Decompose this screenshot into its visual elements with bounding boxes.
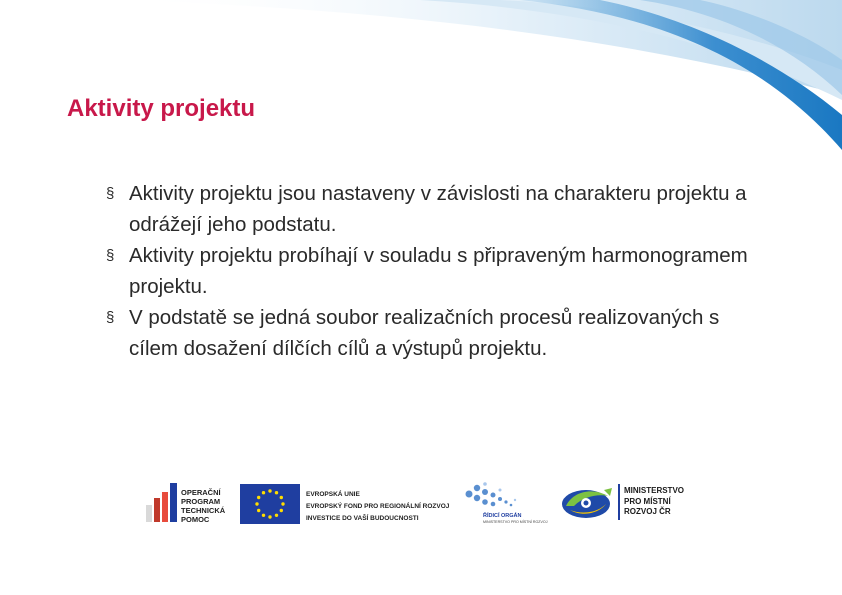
bullet-text: Aktivity projektu jsou nastaveny v závislosti na charakteru projektu a odrážejí jeho podstatu. xyxy=(129,182,747,236)
mmr-line: MINISTERSTVO xyxy=(624,486,685,495)
optp-line: OPERAČNÍ xyxy=(181,488,221,497)
optp-line: POMOC xyxy=(181,515,210,524)
mmr-logo xyxy=(560,484,700,524)
header-swoosh-decoration xyxy=(0,0,842,170)
optp-bars-icon xyxy=(146,480,178,525)
optp-line: PROGRAM xyxy=(181,497,221,506)
eu-line: EVROPSKÁ UNIE xyxy=(306,491,360,498)
ridici-organ-subtitle: MINISTERSTVO PRO MÍSTNÍ ROZVOJ xyxy=(483,520,548,524)
bullet-marker: § xyxy=(106,185,115,202)
bullet-item xyxy=(106,178,766,240)
eu-line: EVROPSKÝ FOND PRO REGIONÁLNÍ ROZVOJ xyxy=(306,503,450,510)
bullet-marker: § xyxy=(106,247,115,264)
slide-title: Aktivity projektu xyxy=(67,95,256,122)
optp-line: TECHNICKÁ xyxy=(181,506,226,515)
bullet-marker: § xyxy=(106,309,115,326)
bullet-item xyxy=(106,302,766,364)
eu-logo xyxy=(240,484,460,524)
mmr-divider xyxy=(618,484,620,520)
eu-flag-icon xyxy=(240,484,300,524)
bullet-list xyxy=(106,178,766,364)
optp-logo xyxy=(146,480,226,525)
mmr-line: PRO MÍSTNÍ xyxy=(624,496,671,506)
mmr-line: ROZVOJ ČR xyxy=(624,507,671,516)
bullet-text: Aktivity projektu probíhají v souladu s připraveným harmonogramem projektu. xyxy=(129,244,748,298)
ridici-organ-title: ŘÍDICÍ ORGÁN xyxy=(483,513,522,519)
eu-line: INVESTICE DO VAŠÍ BUDOUCNOSTI xyxy=(306,515,419,522)
ridici-organ-logo xyxy=(463,482,548,527)
dots-cluster-icon xyxy=(463,482,523,514)
logo-strip xyxy=(0,470,842,540)
bullet-text: V podstatě se jedná soubor realizačních procesů realizovaných s cílem dosažení dílčích cílů a výstupů projektu. xyxy=(129,306,720,360)
bullet-item xyxy=(106,240,766,302)
mmr-emblem-icon xyxy=(560,484,616,520)
